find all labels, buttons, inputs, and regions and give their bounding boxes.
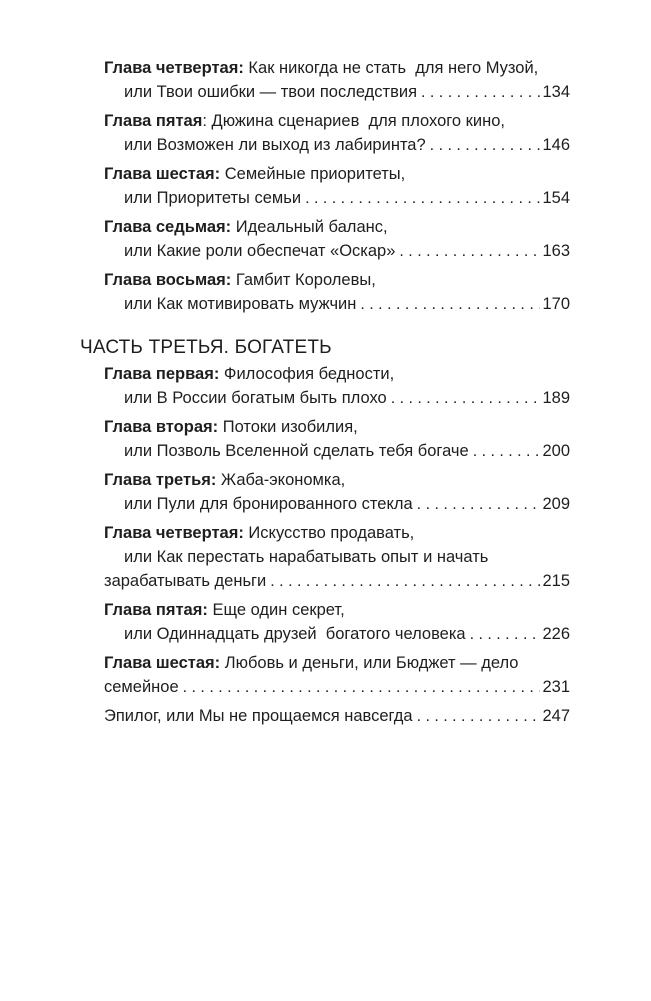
- chapter-label: Глава шестая:: [104, 654, 221, 672]
- chapter-subtitle: или В России богатым быть плохо: [124, 389, 387, 407]
- chapter-title: Философия бедности,: [219, 365, 395, 383]
- chapter-label: Глава пятая:: [104, 601, 208, 619]
- dot-leader: [417, 705, 541, 729]
- toc-entry[interactable]: [104, 598, 570, 646]
- dot-leader: [470, 623, 541, 647]
- page-number: 200: [542, 442, 570, 460]
- toc-entry[interactable]: [104, 651, 570, 699]
- chapter-label: Глава четвертая:: [104, 59, 244, 77]
- page-number: 215: [542, 572, 570, 590]
- chapter-title: Любовь и деньги, или Бюджет — дело: [220, 654, 519, 672]
- toc-entry[interactable]: [104, 415, 570, 463]
- toc-entry[interactable]: [104, 109, 570, 157]
- chapter-title: Как никогда не стать для него Музой,: [243, 59, 539, 77]
- dot-leader: [421, 81, 540, 105]
- page-number: 189: [542, 389, 570, 407]
- page-number: 231: [542, 678, 570, 696]
- chapter-title: Еще один секрет,: [207, 601, 345, 619]
- chapter-title: Потоки изобилия,: [218, 418, 358, 436]
- page-number: 247: [542, 707, 570, 725]
- toc-entry-epilog[interactable]: [104, 704, 570, 728]
- toc-entry[interactable]: [104, 56, 570, 104]
- chapter-title: Семейные приоритеты,: [220, 165, 406, 183]
- page-number: 226: [542, 625, 570, 643]
- toc-entry[interactable]: [104, 268, 570, 316]
- chapter-label: Глава седьмая:: [104, 218, 232, 236]
- page-number: 134: [542, 83, 570, 101]
- chapter-label: Глава пятая: [104, 112, 203, 130]
- chapter-subtitle: семейное: [104, 678, 179, 696]
- toc-entry[interactable]: [104, 521, 570, 593]
- toc-part-two-continued: [104, 56, 570, 321]
- chapter-subtitle: или Одиннадцать друзей богатого человека: [124, 625, 466, 643]
- chapter-subtitle: или Какие роли обеспечат «Оскар»: [124, 242, 396, 260]
- dot-leader: [473, 440, 541, 464]
- page-number: 154: [542, 189, 570, 207]
- chapter-subtitle: или Возможен ли выход из лабиринта?: [124, 136, 426, 154]
- epilog-title: Эпилог, или Мы не прощаемся навсегда: [104, 707, 413, 725]
- chapter-subtitle: или Пули для бронированного стекла: [124, 495, 413, 513]
- toc-part-three: [104, 362, 570, 733]
- chapter-subtitle: или Позволь Вселенной сделать тебя богаче: [124, 442, 469, 460]
- dot-leader: [399, 240, 540, 264]
- chapter-title: Жаба-экономка,: [216, 471, 346, 489]
- toc-entry[interactable]: [104, 362, 570, 410]
- chapter-label: Глава третья:: [104, 471, 217, 489]
- toc-entry[interactable]: [104, 468, 570, 516]
- dot-leader: [305, 187, 540, 211]
- dot-leader: [360, 293, 540, 317]
- dot-leader: [183, 676, 541, 700]
- dot-leader: [417, 493, 541, 517]
- page-number: 163: [542, 242, 570, 260]
- chapter-label: Глава восьмая:: [104, 271, 232, 289]
- page-number: 146: [542, 136, 570, 154]
- chapter-subtitle: или Твои ошибки — твои последствия: [124, 83, 418, 101]
- dot-leader: [430, 134, 541, 158]
- chapter-title: Гамбит Королевы,: [231, 271, 376, 289]
- chapter-subtitle-continued: зарабатывать деньги: [104, 572, 267, 590]
- chapter-title: Идеальный баланс,: [231, 218, 388, 236]
- chapter-label: Глава вторая:: [104, 418, 219, 436]
- toc-entry[interactable]: [104, 162, 570, 210]
- part-three-heading: ЧАСТЬ ТРЕТЬЯ. БОГАТЕТЬ: [80, 337, 332, 358]
- chapter-title: : Дюжина сценариев для плохого кино,: [202, 112, 505, 130]
- chapter-subtitle: или Как мотивировать мужчин: [124, 295, 357, 313]
- chapter-label: Глава первая:: [104, 365, 220, 383]
- chapter-label: Глава шестая:: [104, 165, 221, 183]
- toc-entry[interactable]: [104, 215, 570, 263]
- dot-leader: [270, 570, 540, 594]
- page-number: 209: [542, 495, 570, 513]
- page-number: 170: [542, 295, 570, 313]
- chapter-label: Глава четвертая:: [104, 524, 244, 542]
- chapter-subtitle: или Как перестать нарабатывать опыт и начать: [124, 548, 489, 566]
- chapter-title: Искусство продавать,: [243, 524, 415, 542]
- dot-leader: [391, 387, 541, 411]
- chapter-subtitle: или Приоритеты семьи: [124, 189, 302, 207]
